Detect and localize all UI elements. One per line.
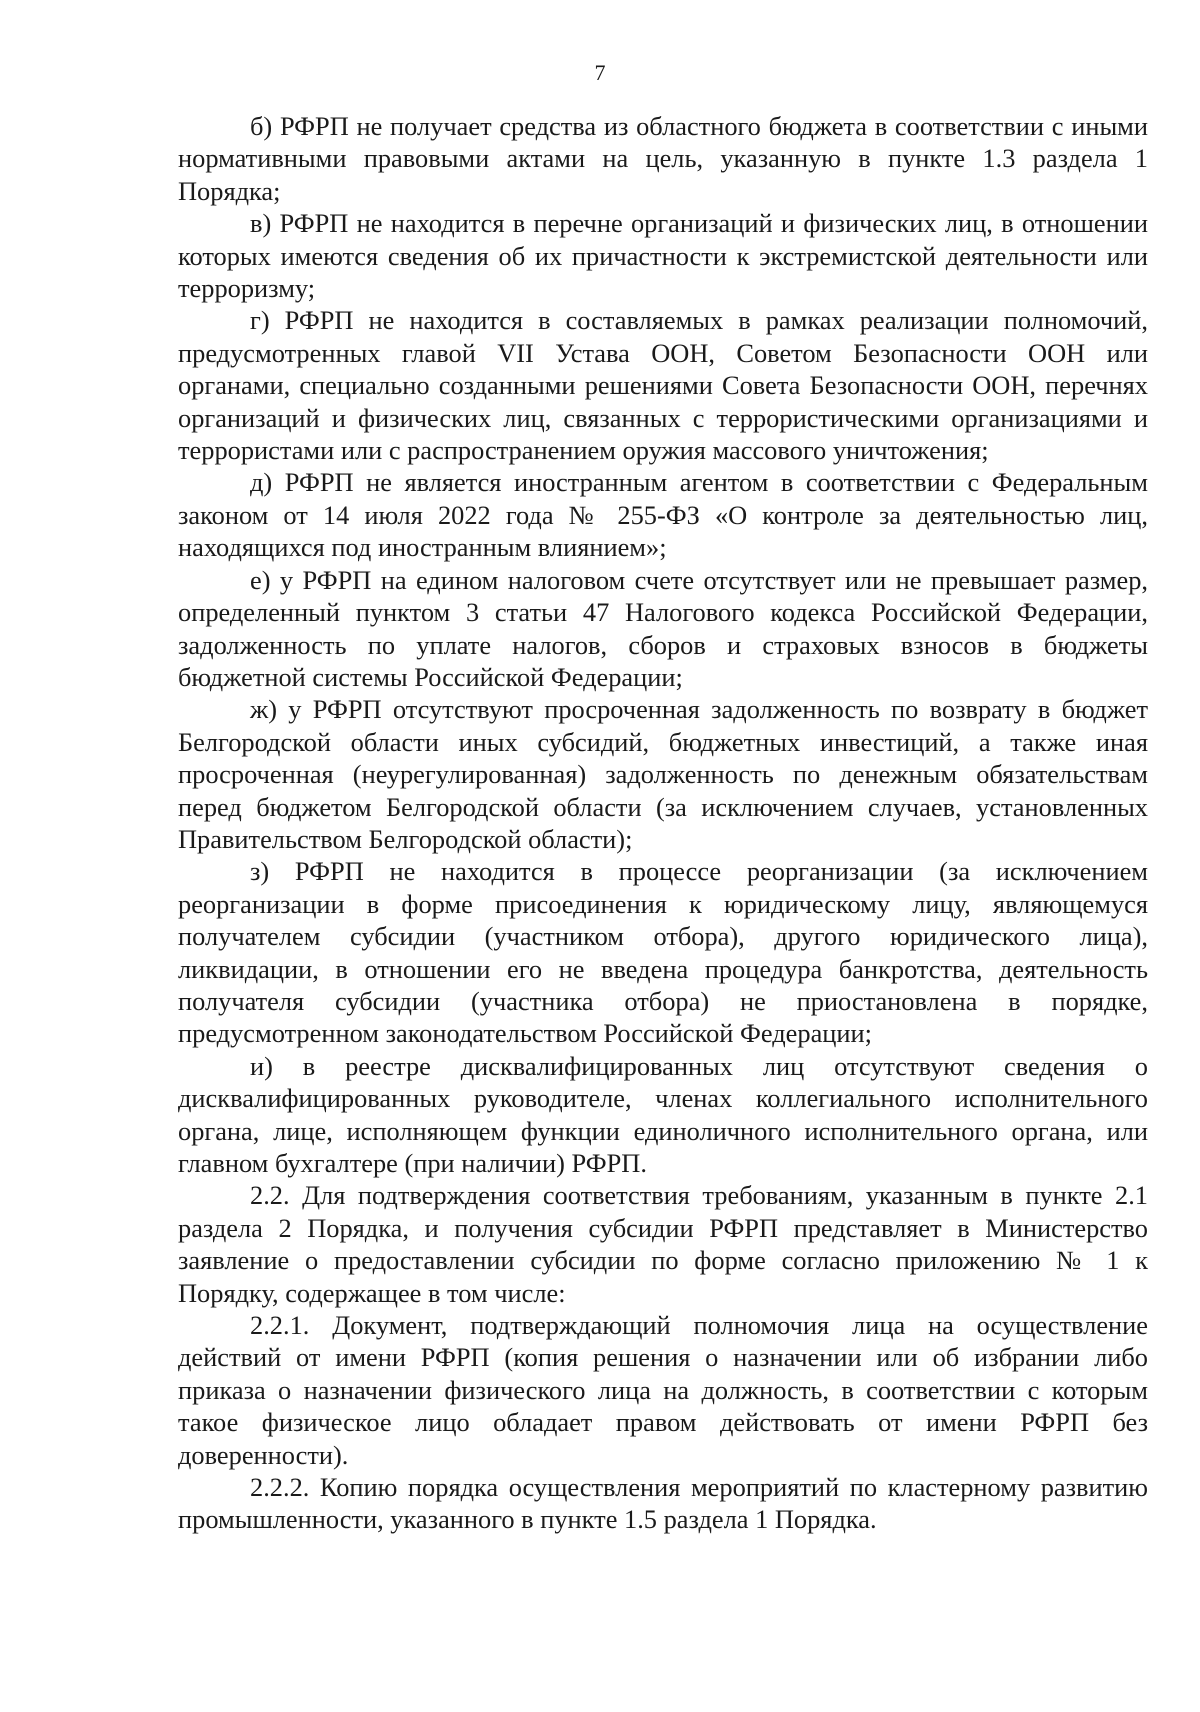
document-body (178, 110, 1148, 1536)
paragraph-d: д) РФРП не является иностранным агентом в соответствии с Федеральным законом от 14 июля 2022 года № 255-ФЗ «О контроле за деятельностью лиц, находящихся под иностранным влиянием»; (178, 467, 1148, 563)
page-number: 7 (594, 60, 606, 85)
paragraph-2-2-2: 2.2.2. Копию порядка осуществления мероприятий по кластерному развитию промышленности, указанного в пункте 1.5 раздела 1 Порядка. (178, 1472, 1148, 1535)
paragraph-i: и) в реестре дисквалифицированных лиц отсутствуют сведения о дисквалифицированных руководителе, членах коллегиального исполнительного органа, лице, исполняющем функции единоличного исполнительного органа, или главном бухгалтере (при наличии) РФРП. (178, 1050, 1148, 1178)
paragraph-z: з) РФРП не находится в процессе реорганизации (за исключением реорганизации в форме присоединения к юридическому лицу, являющемуся получателем субсидии (участником отбора), другого юридического лица), ликвидации, в отношении его не введена процедура банкротства, деятельность получателя субсидии (участника отбора) не приостановлена в порядке, предусмотренном законодательством Российской Федерации; (178, 856, 1148, 1049)
paragraph-zh: ж) у РФРП отсутствуют просроченная задолженность по возврату в бюджет Белгородской области иных субсидий, бюджетных инвестиций, а также иная просроченная (неурегулированная) задолженность по денежным обязательствам перед бюджетом Белгородской области (за исключением случаев, установленных Правительством Белгородской области); (178, 694, 1148, 854)
paragraph-v: в) РФРП не находится в перечне организаций и физических лиц, в отношении которых имеются сведения об их причастности к экстремистской деятельности или терроризму; (178, 208, 1148, 304)
paragraph-2-2: 2.2. Для подтверждения соответствия требованиям, указанным в пункте 2.1 раздела 2 Порядка, и получения субсидии РФРП представляет в Министерство заявление о предоставлении субсидии по форме согласно приложению № 1 к Порядку, содержащее в том числе: (178, 1180, 1148, 1308)
paragraph-b: б) РФРП не получает средства из областного бюджета в соответствии с иными нормативными правовыми актами на цель, указанную в пункте 1.3 раздела 1 Порядка; (178, 111, 1148, 206)
paragraph-g: г) РФРП не находится в составляемых в рамках реализации полномочий, предусмотренных главой VII Устава ООН, Советом Безопасности ООН или органами, специально созданными решениями Совета Безопасности ООН, перечнях организаций и физических лиц, связанных с террористическими организациями и террористами или с распространением оружия массового уничтожения; (178, 305, 1148, 466)
paragraph-e: е) у РФРП на едином налоговом счете отсутствует или не превышает размер, определенный пунктом 3 статьи 47 Налогового кодекса Российской Федерации, задолженность по уплате налогов, сборов и страховых взносов в бюджеты бюджетной системы Российской Федерации; (178, 564, 1148, 692)
paragraph-2-2-1: 2.2.1. Документ, подтверждающий полномочия лица на осуществление действий от имени РФРП (копия решения о назначении или об избрании либо приказа о назначении физического лица на должность, в соответствии с которым такое физическое лицо обладает правом действовать от имени РФРП без доверенности). (178, 1310, 1148, 1470)
